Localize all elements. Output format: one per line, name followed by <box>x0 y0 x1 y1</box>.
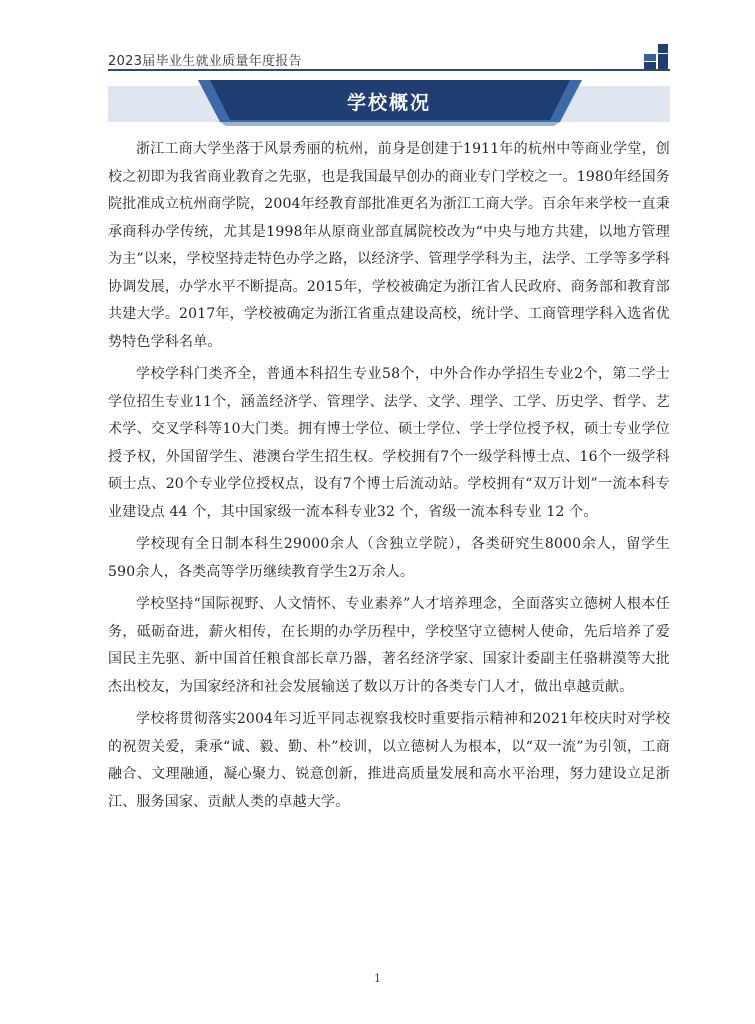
page-number: 1 <box>374 972 381 985</box>
header-divider <box>108 69 670 71</box>
section-banner <box>108 80 670 128</box>
paragraph: 浙江工商大学坐落于风景秀丽的杭州，前身是创建于1911年的杭州中等商业学堂，创校之初即为我省商业教育之先驱，也是我国最早创办的商业专门学校之一。1980年经国务院批准成立杭州商学院，2004年经教育部批准更名为浙江工商大学。百余年来学校一直秉承商科办学传统，尤其是1998年从原商业部直属院校改为“中央与地方共建，以地方管理为主”以来，学校坚持走特色办学之路，以经济学、管理学学科为主，法学、工学等多学科协调发展，办学水平不断提高。2015年，学校被确定为浙江省人民政府、商务部和教育部共建大学。2017年，学校被确定为浙江省重点建设高校，统计学、工商管理学科入选省优势特色学科名单。 <box>108 141 670 350</box>
section-title: 学校概况 <box>346 91 431 114</box>
paragraph: 学校学科门类齐全，普通本科招生专业58个，中外合作办学招生专业2个，第二学士学位招生专业11个，涵盖经济学、管理学、法学、文学、理学、工学、历史学、哲学、艺术学、交叉学科等10大门类。拥有博士学位、硕士学位、学士学位授予权，硕士专业学位授予权，外国留学生、港澳台学生招生权。学校拥有7个一级学科博士点、16个一级学科硕士点、20个专业学位授权点，设有7个博士后流动站。学校拥有“双万计划”一流本科专业建设点 44 个，其中国家级一流本科专业32 个，省级一流本科专业 12 个。 <box>108 366 670 520</box>
paragraph: 学校坚持“国际视野、人文情怀、专业素养”人才培养理念，全面落实立德树人根本任务，砥砺奋进，薪火相传，在长期的办学历程中，学校坚守立德树人使命，先后培养了爱国民主先驱、新中国首任粮食部长章乃器，著名经济学家、国家计委副主任骆耕漠等大批杰出校友，为国家经济和社会发展输送了数以万计的各类专门人才，做出卓越贡献。 <box>108 596 670 695</box>
paragraph: 学校将贯彻落实2004年习近平同志视察我校时重要指示精神和2021年校庆时对学校的祝贺关爱，秉承“诚、毅、勤、朴”校训，以立德树人为根本，以“双一流”为引领，工商融合、文理融通，凝心聚力、锐意创新，推进高质量发展和高水平治理，努力建设立足浙江、服务国家、贡献人类的卓越大学。 <box>108 711 670 810</box>
report-logo-blocks-icon <box>644 44 668 70</box>
body-text <box>108 136 670 821</box>
report-header-title: 2023届毕业生就业质量年度报告 <box>108 54 302 69</box>
paragraph: 学校现有全日制本科生29000余人（含独立学院），各类研究生8000余人，留学生590余人，各类高等学历继续教育学生2万余人。 <box>108 536 670 580</box>
